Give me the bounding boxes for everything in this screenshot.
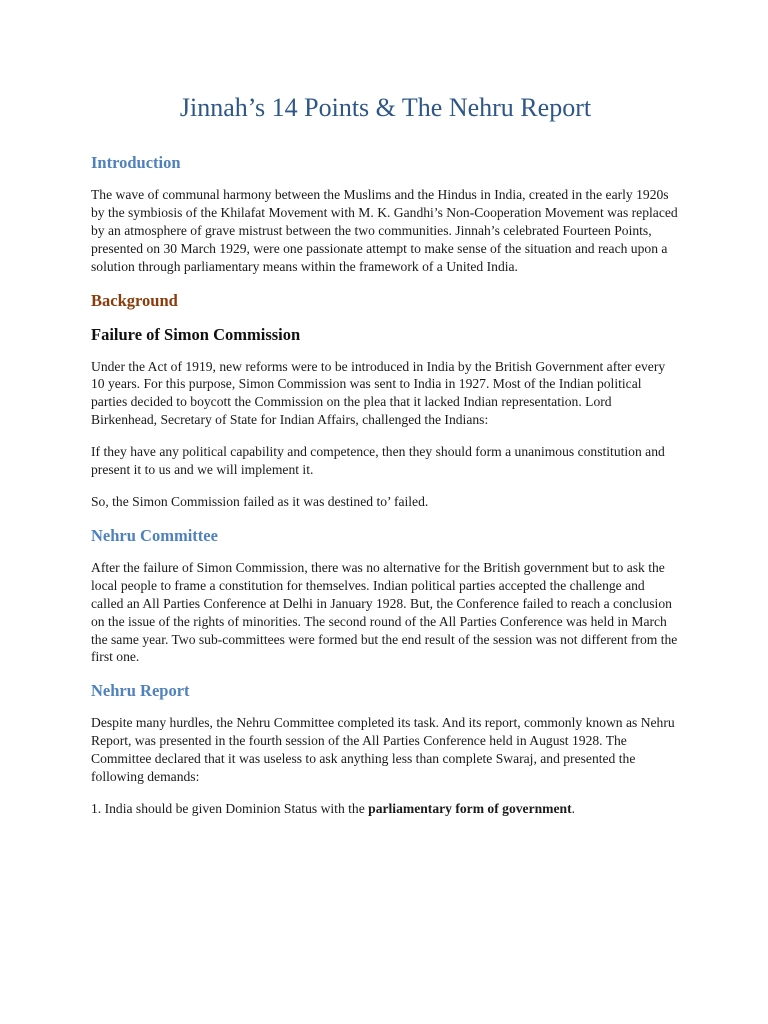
background-heading: Background: [91, 290, 178, 310]
introduction-heading: Introduction: [91, 153, 181, 172]
simon-commission-paragraph: Under the Act of 1919, new reforms were to be introduced in India by the British Government after every 10 years. For this purpose, Simon Commission was sent to India in 1927. Most of the Indian political parties decided to boycott the Commission on the plea that it lacked Indian representation. Lord Birkenhead, Secretary of State for Indian Affairs, challenged the Indians:: [91, 358, 666, 428]
birkenhead-quote: If they have any political capability and competence, then they should form a unanimous constitution and present it to us and we will implement it.: [91, 444, 665, 478]
page-title: Jinnah’s 14 Points & The Nehru Report: [179, 93, 592, 122]
nehru-report-heading: Nehru Report: [91, 681, 190, 701]
demand-end: .: [571, 800, 576, 816]
demand-emphasis: parliamentary form of government: [368, 800, 572, 816]
demand-list-item: [91, 800, 680, 818]
demand-text: 1. India should be given Dominion Status with the: [91, 800, 369, 816]
simon-commission-conclusion: So, the Simon Commission failed as it was destined to’ failed.: [91, 493, 429, 509]
nehru-committee-paragraph: After the failure of Simon Commission, there was no alternative for the British government but to ask the local people to frame a constitution for themselves. Indian political parties accepted the challenge and called an All Parties Conference at Delhi in January 1928. But, the Conference failed to reach a conclusion on the issue of the rights of minorities. The second round of the All Parties Conference was held in March the same year. Two sub-committees were formed but the end result of the session was not different from the first one.: [91, 559, 678, 665]
nehru-report-paragraph: Despite many hurdles, the Nehru Committee completed its task. And its report, commonly known as Nehru Report, was presented in the fourth session of the All Parties Conference held in August 1928. The Committee declared that it was useless to ask anything less than complete Swaraj, and presented the following demands:: [91, 715, 675, 785]
simon-commission-heading: Failure of Simon Commission: [91, 324, 301, 344]
introduction-paragraph: The wave of communal harmony between the Muslims and the Hindus in India, created in the early 1920s by the symbiosis of the Khilafat Movement with M. K. Gandhi’s Non-Cooperation Movement was replaced by an atmosphere of grave mistrust between the two communities. Jinnah’s celebrated Fourteen Points, presented on 30 March 1929, were one passionate attempt to make sense of the situation and reach upon a solution through parliamentary means within the framework of a United India.: [91, 187, 678, 274]
nehru-committee-heading: Nehru Committee: [91, 525, 218, 545]
